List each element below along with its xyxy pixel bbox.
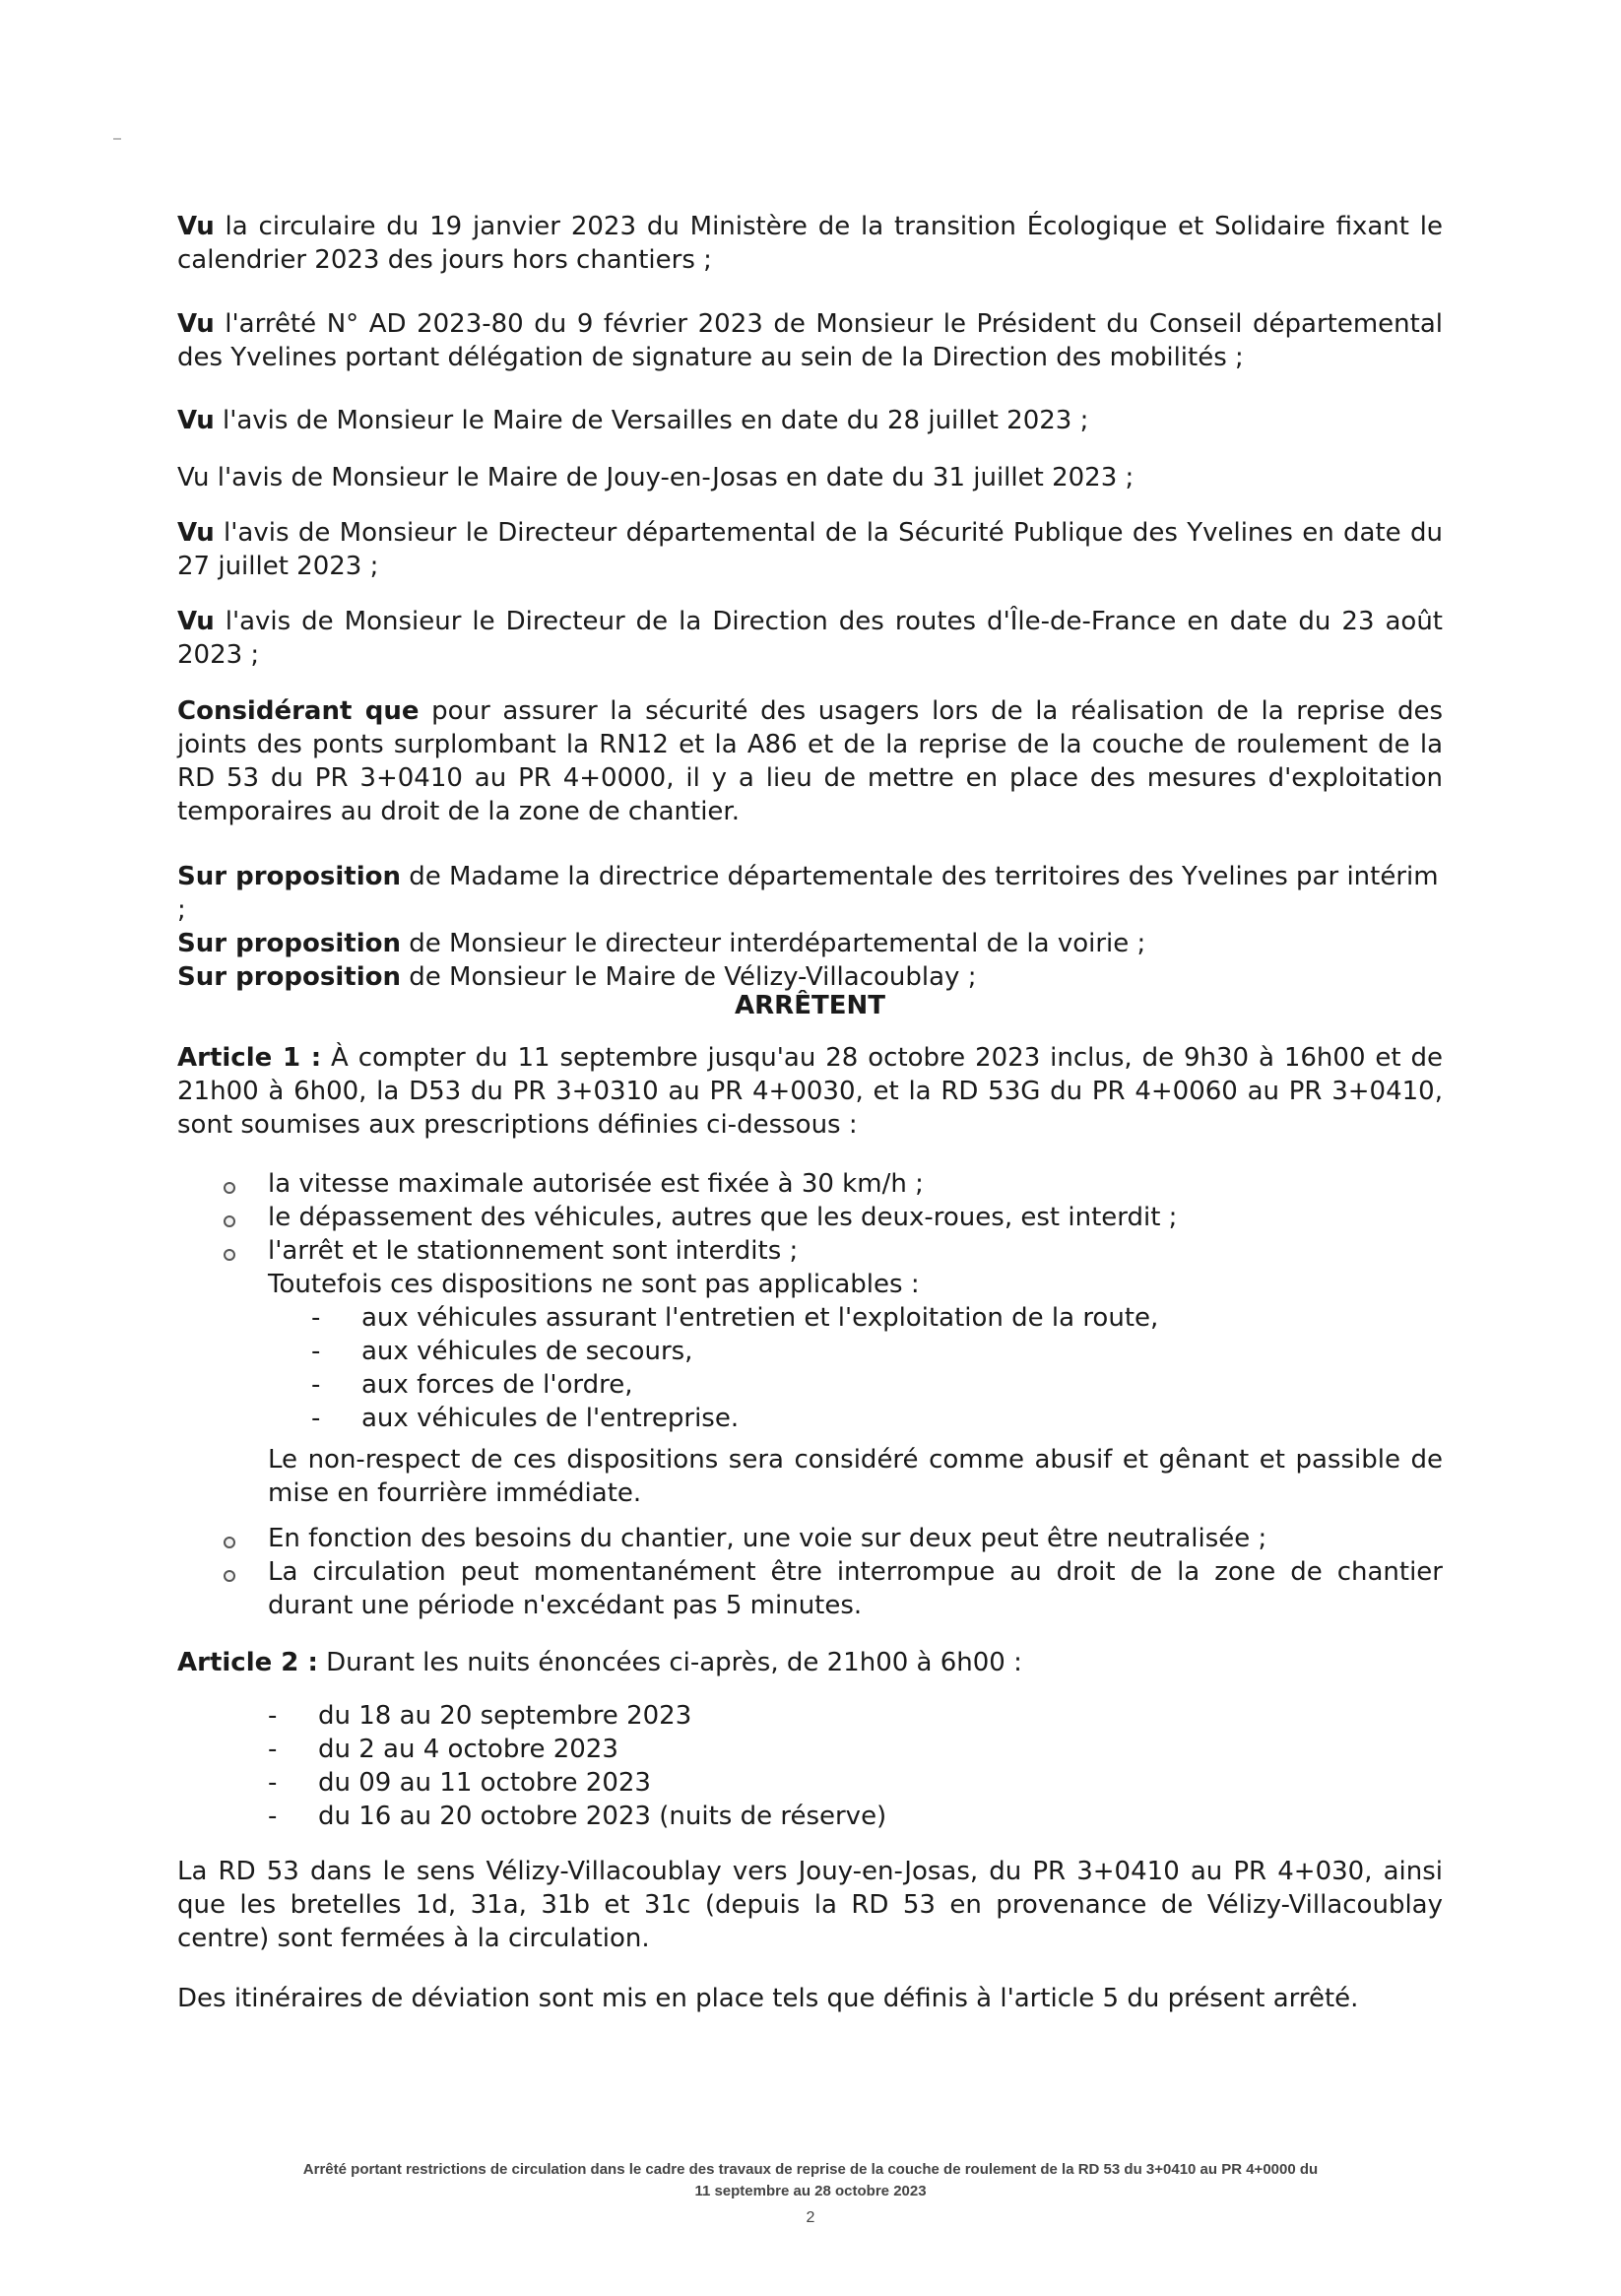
list-item: le dépassement des véhicules, autres que les deux-roues, est interdit ; <box>177 1201 1443 1234</box>
vu-lead: Vu <box>177 212 215 241</box>
vu-paragraph-2 <box>177 307 1443 374</box>
article-1-bullets-2 <box>177 1522 1443 1622</box>
proposition-lead: Sur proposition <box>177 962 401 992</box>
vu-paragraph-5 <box>177 516 1443 583</box>
proposition-line <box>177 860 1443 927</box>
article-2-paragraph-1: La RD 53 dans le sens Vélizy-Villacoublay vers Jouy-en-Josas, du PR 3+0410 au PR 4+030, ainsi que les bretelles 1d, 31a, 31b et 31c (depuis la RD 53 en provenance de Vélizy-Villacoublay centre) sont fermées à la circulation. <box>177 1857 1443 1953</box>
list-item: - aux véhicules assurant l'entretien et l'exploitation de la route, <box>268 1301 1443 1335</box>
vu-lead: Vu <box>177 309 215 339</box>
considerant-text: pour assurer la sécurité des usagers lors de la réalisation de la reprise des joints des ponts surplombant la RN12 et la A86 et de la reprise de la couche de roulement de la RD 53 du PR 3+0410 au PR 4+0000, il y a lieu de mettre en place des mesures d'exploitation temporaires au droit de la zone de chantier. <box>177 696 1443 826</box>
vu-text: l'avis de Monsieur le Maire de Versailles en date du 28 juillet 2023 ; <box>214 406 1089 435</box>
article-1-bullets <box>177 1167 1443 1268</box>
proposition-text: de Monsieur le directeur interdépartemental de la voirie ; <box>400 929 1146 958</box>
proposition-lead: Sur proposition <box>177 929 401 958</box>
vu-lead: Vu <box>177 607 215 636</box>
scan-mark <box>113 138 121 140</box>
article-1-intro <box>177 1041 1443 1142</box>
proposition-line <box>177 927 1443 960</box>
exceptions-list <box>268 1301 1443 1435</box>
list-item: - aux véhicules de secours, <box>268 1335 1443 1368</box>
article-2-lead: Article 2 : <box>177 1648 318 1677</box>
vu-lead: Vu <box>177 406 215 435</box>
vu-text: la circulaire du 19 janvier 2023 du Ministère de la transition Écologique et Solidaire fixant le calendrier 2023 des jours hors chantiers ; <box>177 212 1443 275</box>
proposition-text: de Monsieur le Maire de Vélizy-Villacoublay ; <box>400 962 977 992</box>
exceptions-block <box>268 1268 1443 1435</box>
list-item: - du 2 au 4 octobre 2023 <box>225 1733 1443 1766</box>
list-item: - du 09 au 11 octobre 2023 <box>225 1766 1443 1800</box>
article-2-dates <box>225 1699 1443 1833</box>
proposition-lead: Sur proposition <box>177 862 401 891</box>
proposition-text: de Madame la directrice départementale des territoires des Yvelines par intérim ; <box>177 862 1439 925</box>
article-2-paragraph-2: Des itinéraires de déviation sont mis en place tels que définis à l'article 5 du présent arrêté. <box>177 1984 1359 2013</box>
considerant-lead: Considérant que <box>177 696 420 726</box>
vu-text: l'avis de Monsieur le Directeur de la Direction des routes d'Île-de-France en date du 23 août 2023 ; <box>177 607 1443 670</box>
page-footer <box>167 2159 1454 2202</box>
article-2-text: Durant les nuits énoncées ci-après, de 21h00 à 6h00 : <box>317 1648 1022 1677</box>
list-item: - aux véhicules de l'entreprise. <box>268 1402 1443 1435</box>
article-2-intro <box>177 1646 1443 1679</box>
list-item: - du 16 au 20 octobre 2023 (nuits de réserve) <box>225 1800 1443 1833</box>
vu-paragraph-4 <box>177 461 1443 494</box>
exceptions-intro: Toutefois ces dispositions ne sont pas applicables : <box>268 1270 920 1299</box>
vu-text: l'avis de Monsieur le Directeur départemental de la Sécurité Publique des Yvelines en date du 27 juillet 2023 ; <box>177 518 1443 581</box>
vu-lead: Vu <box>177 518 215 548</box>
non-respect-paragraph: Le non-respect de ces dispositions sera considéré comme abusif et gênant et passible de mise en fourrière immédiate. <box>268 1445 1443 1508</box>
list-item: La circulation peut momentanément être interrompue au droit de la zone de chantier durant une période n'excédant pas 5 minutes. <box>177 1555 1443 1622</box>
considerant-paragraph <box>177 694 1443 828</box>
footer-line-1: Arrêté portant restrictions de circulation dans le cadre des travaux de reprise de la couche de roulement de la RD 53 du 3+0410 au PR 4+0000 du <box>302 2161 1319 2178</box>
vu-text: Vu l'avis de Monsieur le Maire de Jouy-en-Josas en date du 31 juillet 2023 ; <box>177 463 1135 492</box>
vu-paragraph-6 <box>177 605 1443 672</box>
vu-paragraph-3 <box>177 404 1443 437</box>
list-item: la vitesse maximale autorisée est fixée à 30 km/h ; <box>177 1167 1443 1201</box>
article-1-text: À compter du 11 septembre jusqu'au 28 octobre 2023 inclus, de 9h30 à 16h00 et de 21h00 à 6h00, la D53 du PR 3+0310 au PR 4+0030, et la RD 53G du PR 4+0060 au PR 3+0410, sont soumises aux prescriptions définies ci-dessous : <box>177 1043 1444 1140</box>
propositions <box>177 860 1443 994</box>
arretent-heading: ARRÊTENT <box>735 991 885 1020</box>
vu-text: l'arrêté N° AD 2023-80 du 9 février 2023 de Monsieur le Président du Conseil départemental des Yvelines portant délégation de signature au sein de la Direction des mobilités ; <box>177 309 1443 372</box>
list-item: En fonction des besoins du chantier, une voie sur deux peut être neutralisée ; <box>177 1522 1443 1555</box>
vu-paragraph-1 <box>177 210 1443 277</box>
footer-line-2: 11 septembre au 28 octobre 2023 <box>694 2183 927 2199</box>
list-item: - aux forces de l'ordre, <box>268 1368 1443 1402</box>
article-1-lead: Article 1 : <box>177 1043 322 1073</box>
list-item: - du 18 au 20 septembre 2023 <box>225 1699 1443 1733</box>
list-item: l'arrêt et le stationnement sont interdits ; <box>177 1234 1443 1268</box>
page-number: 2 <box>806 2209 815 2226</box>
